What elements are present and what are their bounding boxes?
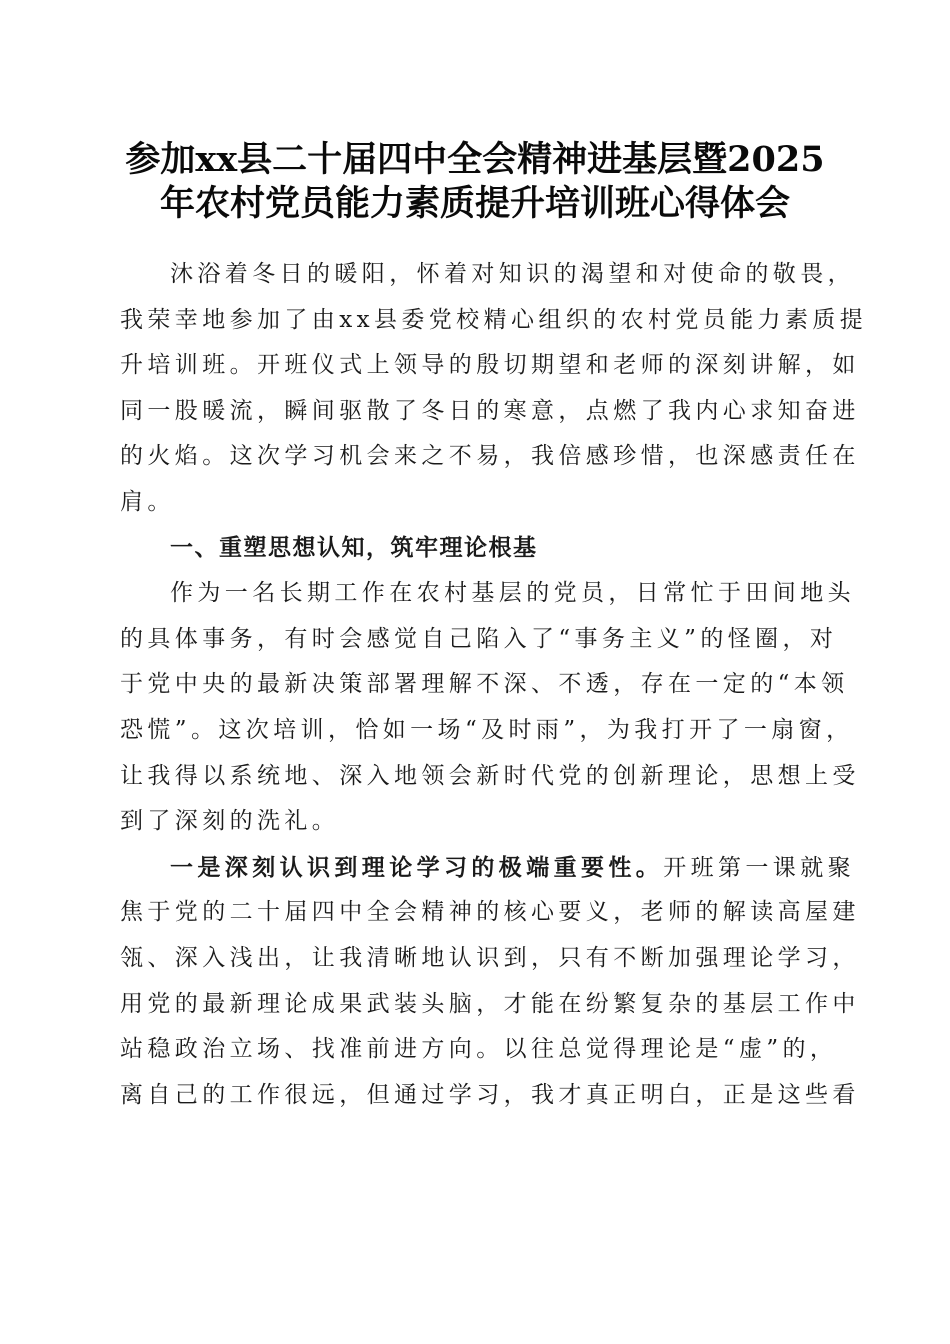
text-line: 的火焰。这次学习机会来之不易，我倍感珍惜，也深感责任在 bbox=[120, 443, 860, 470]
text-line: 我荣幸地参加了由xx县委党校精心组织的农村党员能力素质提 bbox=[120, 306, 868, 333]
paragraph-point-one bbox=[120, 845, 860, 1119]
text-line: 恐慌”。这次培训，恰如一场“及时雨”，为我打开了一扇窗， bbox=[120, 716, 854, 743]
document-title bbox=[100, 138, 850, 226]
section-heading: 一、重塑思想认知，筑牢理论根基 bbox=[170, 534, 538, 561]
text-line: 升培训班。开班仪式上领导的殷切期望和老师的深刻讲解，如 bbox=[120, 352, 860, 379]
text-line: 作为一名长期工作在农村基层的党员，日常忙于田间地头 bbox=[170, 580, 855, 607]
text-line: 的具体事务，有时会感觉自己陷入了“事务主义”的怪圈，对 bbox=[120, 625, 838, 652]
title-line-1: 参加xx县二十届四中全会精神进基层暨2025 bbox=[125, 139, 825, 180]
text-line: 离自己的工作很远，但通过学习，我才真正明白，正是这些看 bbox=[120, 1081, 860, 1108]
text-line: 焦于党的二十届四中全会精神的核心要义，老师的解读高屋建 bbox=[120, 899, 860, 926]
text-line: 站稳政治立场、找准前进方向。以往总觉得理论是“虚”的， bbox=[120, 1036, 838, 1063]
title-line-2: 年农村党员能力素质提升培训班心得体会 bbox=[159, 183, 790, 224]
text-line: 于党中央的最新决策部署理解不深、不透，存在一定的“本领 bbox=[120, 671, 849, 698]
document-body bbox=[120, 252, 868, 1118]
text-line: 用党的最新理论成果武装头脑，才能在纷繁复杂的基层工作中 bbox=[120, 990, 860, 1017]
text-line: 沐浴着冬日的暖阳，怀着对知识的渴望和对使命的敬畏， bbox=[170, 261, 855, 287]
text-line: 到了深刻的洗礼。 bbox=[120, 808, 340, 835]
paragraph-section1 bbox=[120, 571, 860, 845]
text-line bbox=[120, 845, 856, 891]
paragraph-intro bbox=[120, 252, 868, 526]
point-first-line-rest: 开班第一课就聚 bbox=[663, 854, 856, 881]
text-line: 同一股暖流，瞬间驱散了冬日的寒意，点燃了我内心求知奋进 bbox=[120, 397, 860, 424]
text-line: 让我得以系统地、深入地领会新时代党的创新理论，思想上受 bbox=[120, 762, 860, 789]
text-line: 肩。 bbox=[120, 488, 175, 515]
text-line: 瓴、深入浅出，让我清晰地认识到，只有不断加强理论学习， bbox=[120, 944, 860, 971]
point-lead-sentence: 一是深刻认识到理论学习的极端重要性。 bbox=[170, 853, 664, 881]
